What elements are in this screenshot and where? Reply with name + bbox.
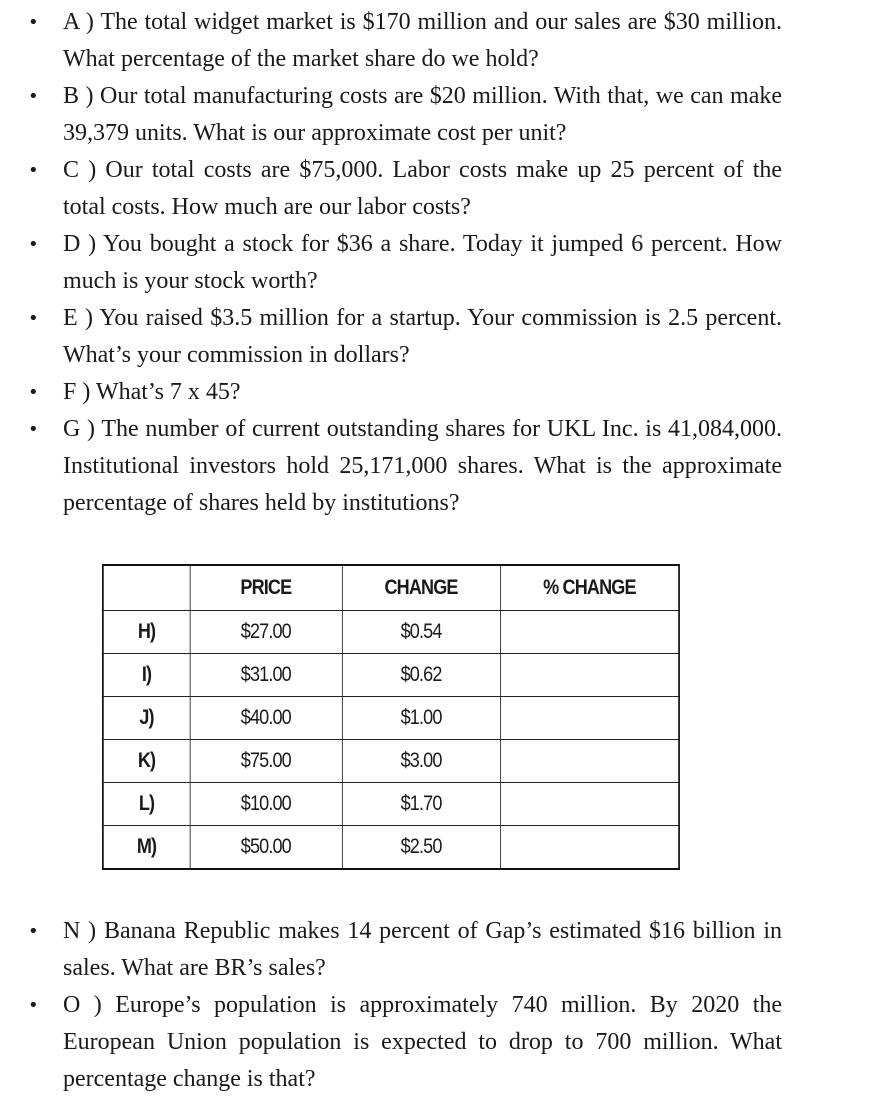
question-letter: O ) [63,992,102,1018]
row-label: K) [103,740,190,783]
pct-change-cell [500,697,679,740]
price-cell: $40.00 [190,697,342,740]
question-text: You bought a stock for $36 a share. Today it jumped 6 percent. How much is your stock worth? [63,231,783,294]
row-label: H) [103,611,190,654]
header-blank [103,565,190,611]
question-text: Our total costs are $75,000. Labor costs make up 25 percent of the total costs. How much are our labor costs? [63,157,783,220]
question-letter: C ) [63,157,97,183]
question-e [0,300,782,374]
question-letter: B ) [63,83,94,109]
header-pct-change: % CHANGE [500,565,679,611]
question-letter: G ) [63,416,96,442]
question-text: You raised $3.5 million for a startup. Your commission is 2.5 percent. What’s your commission in dollars? [63,305,782,368]
header-change: CHANGE [342,565,500,611]
question-letter: N ) [63,918,97,944]
question-letter: A ) [63,9,94,35]
bullet-icon: • [28,419,39,440]
table-row [103,697,679,740]
question-letter: F ) [63,379,91,405]
price-cell: $31.00 [190,654,342,697]
change-cell: $3.00 [342,740,500,783]
stock-change-table-wrap [102,564,774,870]
change-cell: $1.00 [342,697,500,740]
question-letter: E ) [63,305,93,331]
question-b [0,78,782,152]
question-text: The total widget market is $170 million and our sales are $30 million. What percentage of the market share do we hold? [63,9,783,72]
bullet-icon: • [28,995,39,1016]
bullet-icon: • [28,160,39,181]
price-cell: $50.00 [190,826,342,870]
row-label: L) [103,783,190,826]
bullet-icon: • [28,86,39,107]
pct-change-cell [500,611,679,654]
table-header-row [103,565,679,611]
question-list-top [0,4,870,522]
question-a [0,4,782,78]
question-text: The number of current outstanding shares for UKL Inc. is 41,084,000. Institutional investors hold 25,171,000 shares. What is the approximate percentage of shares held by institutions? [63,416,782,516]
question-text: What’s 7 x 45? [95,379,241,405]
bullet-icon: • [28,234,39,255]
pct-change-cell [500,783,679,826]
price-cell: $10.00 [190,783,342,826]
question-g [0,411,782,522]
row-label: I) [103,654,190,697]
question-text: Our total manufacturing costs are $20 million. With that, we can make 39,379 units. What is our approximate cost per unit? [63,83,783,146]
question-text: Banana Republic makes 14 percent of Gap’s estimated $16 billion in sales. What are BR’s sales? [63,918,783,981]
table-row [103,740,679,783]
bullet-icon: • [28,12,39,33]
change-cell: $0.54 [342,611,500,654]
row-label: J) [103,697,190,740]
pct-change-cell [500,740,679,783]
pct-change-cell [500,826,679,870]
table-row [103,783,679,826]
row-label: M) [103,826,190,870]
question-d [0,226,782,300]
question-o [0,987,782,1098]
pct-change-cell [500,654,679,697]
question-text: Europe’s population is approximately 740 million. By 2020 the European Union population is expected to drop to 700 million. What percentage change is that? [63,992,783,1092]
change-cell: $2.50 [342,826,500,870]
change-cell: $0.62 [342,654,500,697]
question-list-bottom [0,913,870,1098]
table-row [103,611,679,654]
table-row [103,826,679,870]
stock-change-table [102,564,680,870]
question-n [0,913,782,987]
bullet-icon: • [28,382,39,403]
question-c [0,152,782,226]
question-letter: D ) [63,231,97,257]
price-cell: $75.00 [190,740,342,783]
table-row [103,654,679,697]
question-f [0,374,782,411]
change-cell: $1.70 [342,783,500,826]
bullet-icon: • [28,308,39,329]
header-price: PRICE [190,565,342,611]
price-cell: $27.00 [190,611,342,654]
bullet-icon: • [28,921,39,942]
